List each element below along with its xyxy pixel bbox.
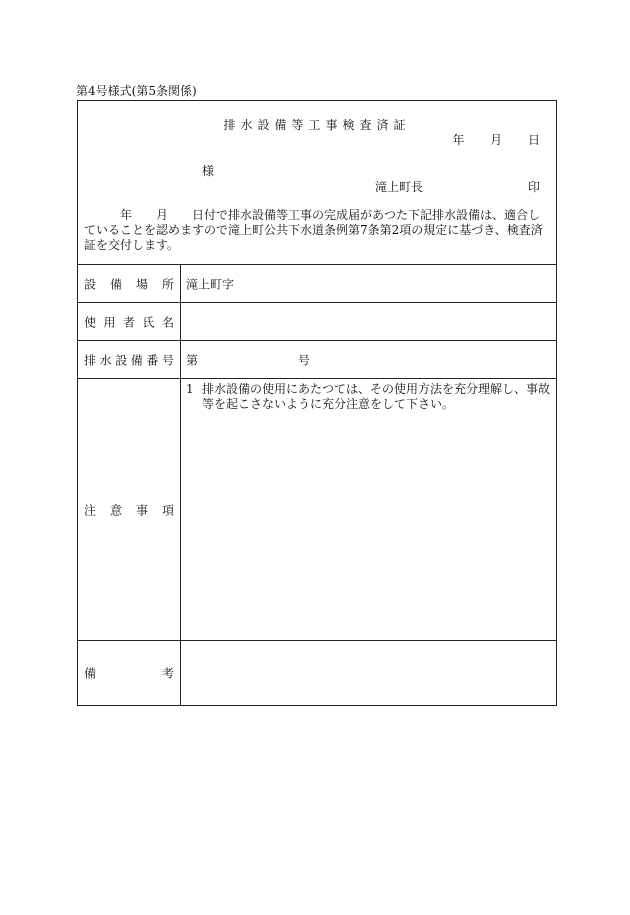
certificate-statement: 年 月 日付で排水設備等工事の完成届があつた下記排水設備は、適合していることを認めますので滝上町公共下水道条例第7条第2項の規定に基づき、検査済証を交付します。 [84,208,543,252]
label-cell [78,303,181,340]
row-label: 使用者氏名 [84,315,174,329]
facility-number-value: 第 号 [186,353,310,367]
location-value: 滝上町字 [186,277,235,291]
certificate-title: 排水設備等工事検査済証 [223,118,411,132]
label-cell [78,265,181,302]
label-cell [78,379,181,640]
note-item-line1: 排水設備の使用にあたつては、その使用方法を充分理解し、事故 [202,382,551,396]
row-remarks [78,641,556,705]
issue-date: 年 月 日 [452,133,540,147]
row-label: 注意事項 [84,503,174,517]
addressee-honorific: 様 [202,164,215,178]
seal-mark: 印 [527,180,540,194]
label-cell [78,341,181,378]
row-label: 設備場所 [84,277,174,291]
row-facility-number [78,341,556,379]
row-label: 排水設備番号 [84,353,174,367]
label-cell [78,641,181,705]
note-item-line2: 等を起こさないように充分注意をして下さい。 [202,397,455,411]
certificate-frame [77,100,557,706]
issuer-mayor: 滝上町長 [375,180,424,194]
form-number-label: 第4号様式(第5条関係) [76,84,197,98]
row-notes [78,379,556,641]
certificate-header [78,101,556,265]
note-item-number: 1 [186,382,194,396]
row-user-name [78,303,556,341]
row-label: 備考 [84,666,174,681]
notes-content [186,382,550,412]
row-location [78,265,556,303]
